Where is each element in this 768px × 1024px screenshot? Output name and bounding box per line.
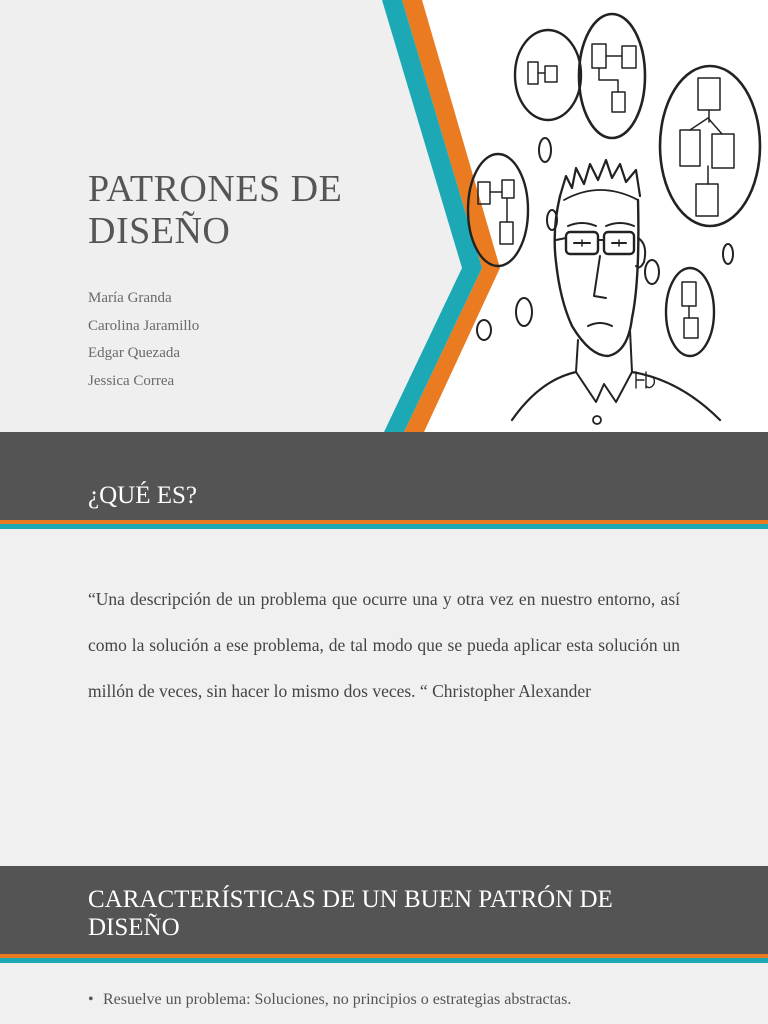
- author-name: María Granda: [88, 290, 172, 306]
- presentation-title: PATRONES DE DISEÑO: [88, 168, 343, 252]
- slide-heading: CARACTERÍSTICAS DE UN BUEN PATRÓN DE DISEÑO: [88, 886, 613, 941]
- definition-slide: [0, 432, 768, 866]
- author-name: Jessica Correa: [88, 372, 175, 389]
- slide-heading: ¿QUÉ ES?: [88, 482, 197, 509]
- teal-divider: [0, 524, 768, 529]
- characteristics-list: [88, 986, 571, 1014]
- definition-quote: “Una descripción de un problema que ocurre una y otra vez en nuestro entorno, así como la solución a ese problema, de tal modo que se pueda aplicar esta solución un millón de veces, sin hacer lo mismo dos veces. “ Christopher Alexander: [88, 589, 680, 701]
- characteristics-slide: [0, 866, 768, 1024]
- slide-header-band: [0, 866, 768, 954]
- author-list: [88, 285, 199, 395]
- author-name: Edgar Quezada: [88, 345, 181, 361]
- list-item-text: Resuelve un problema: Soluciones, no principios o estrategias abstractas.: [103, 991, 572, 1008]
- slide-header-band: [0, 432, 768, 520]
- bullet-dot-icon: •: [88, 991, 94, 1008]
- author-name: Carolina Jaramillo: [88, 317, 200, 334]
- title-slide: [0, 0, 768, 432]
- teal-divider: [0, 958, 768, 963]
- list-item: [88, 986, 571, 1014]
